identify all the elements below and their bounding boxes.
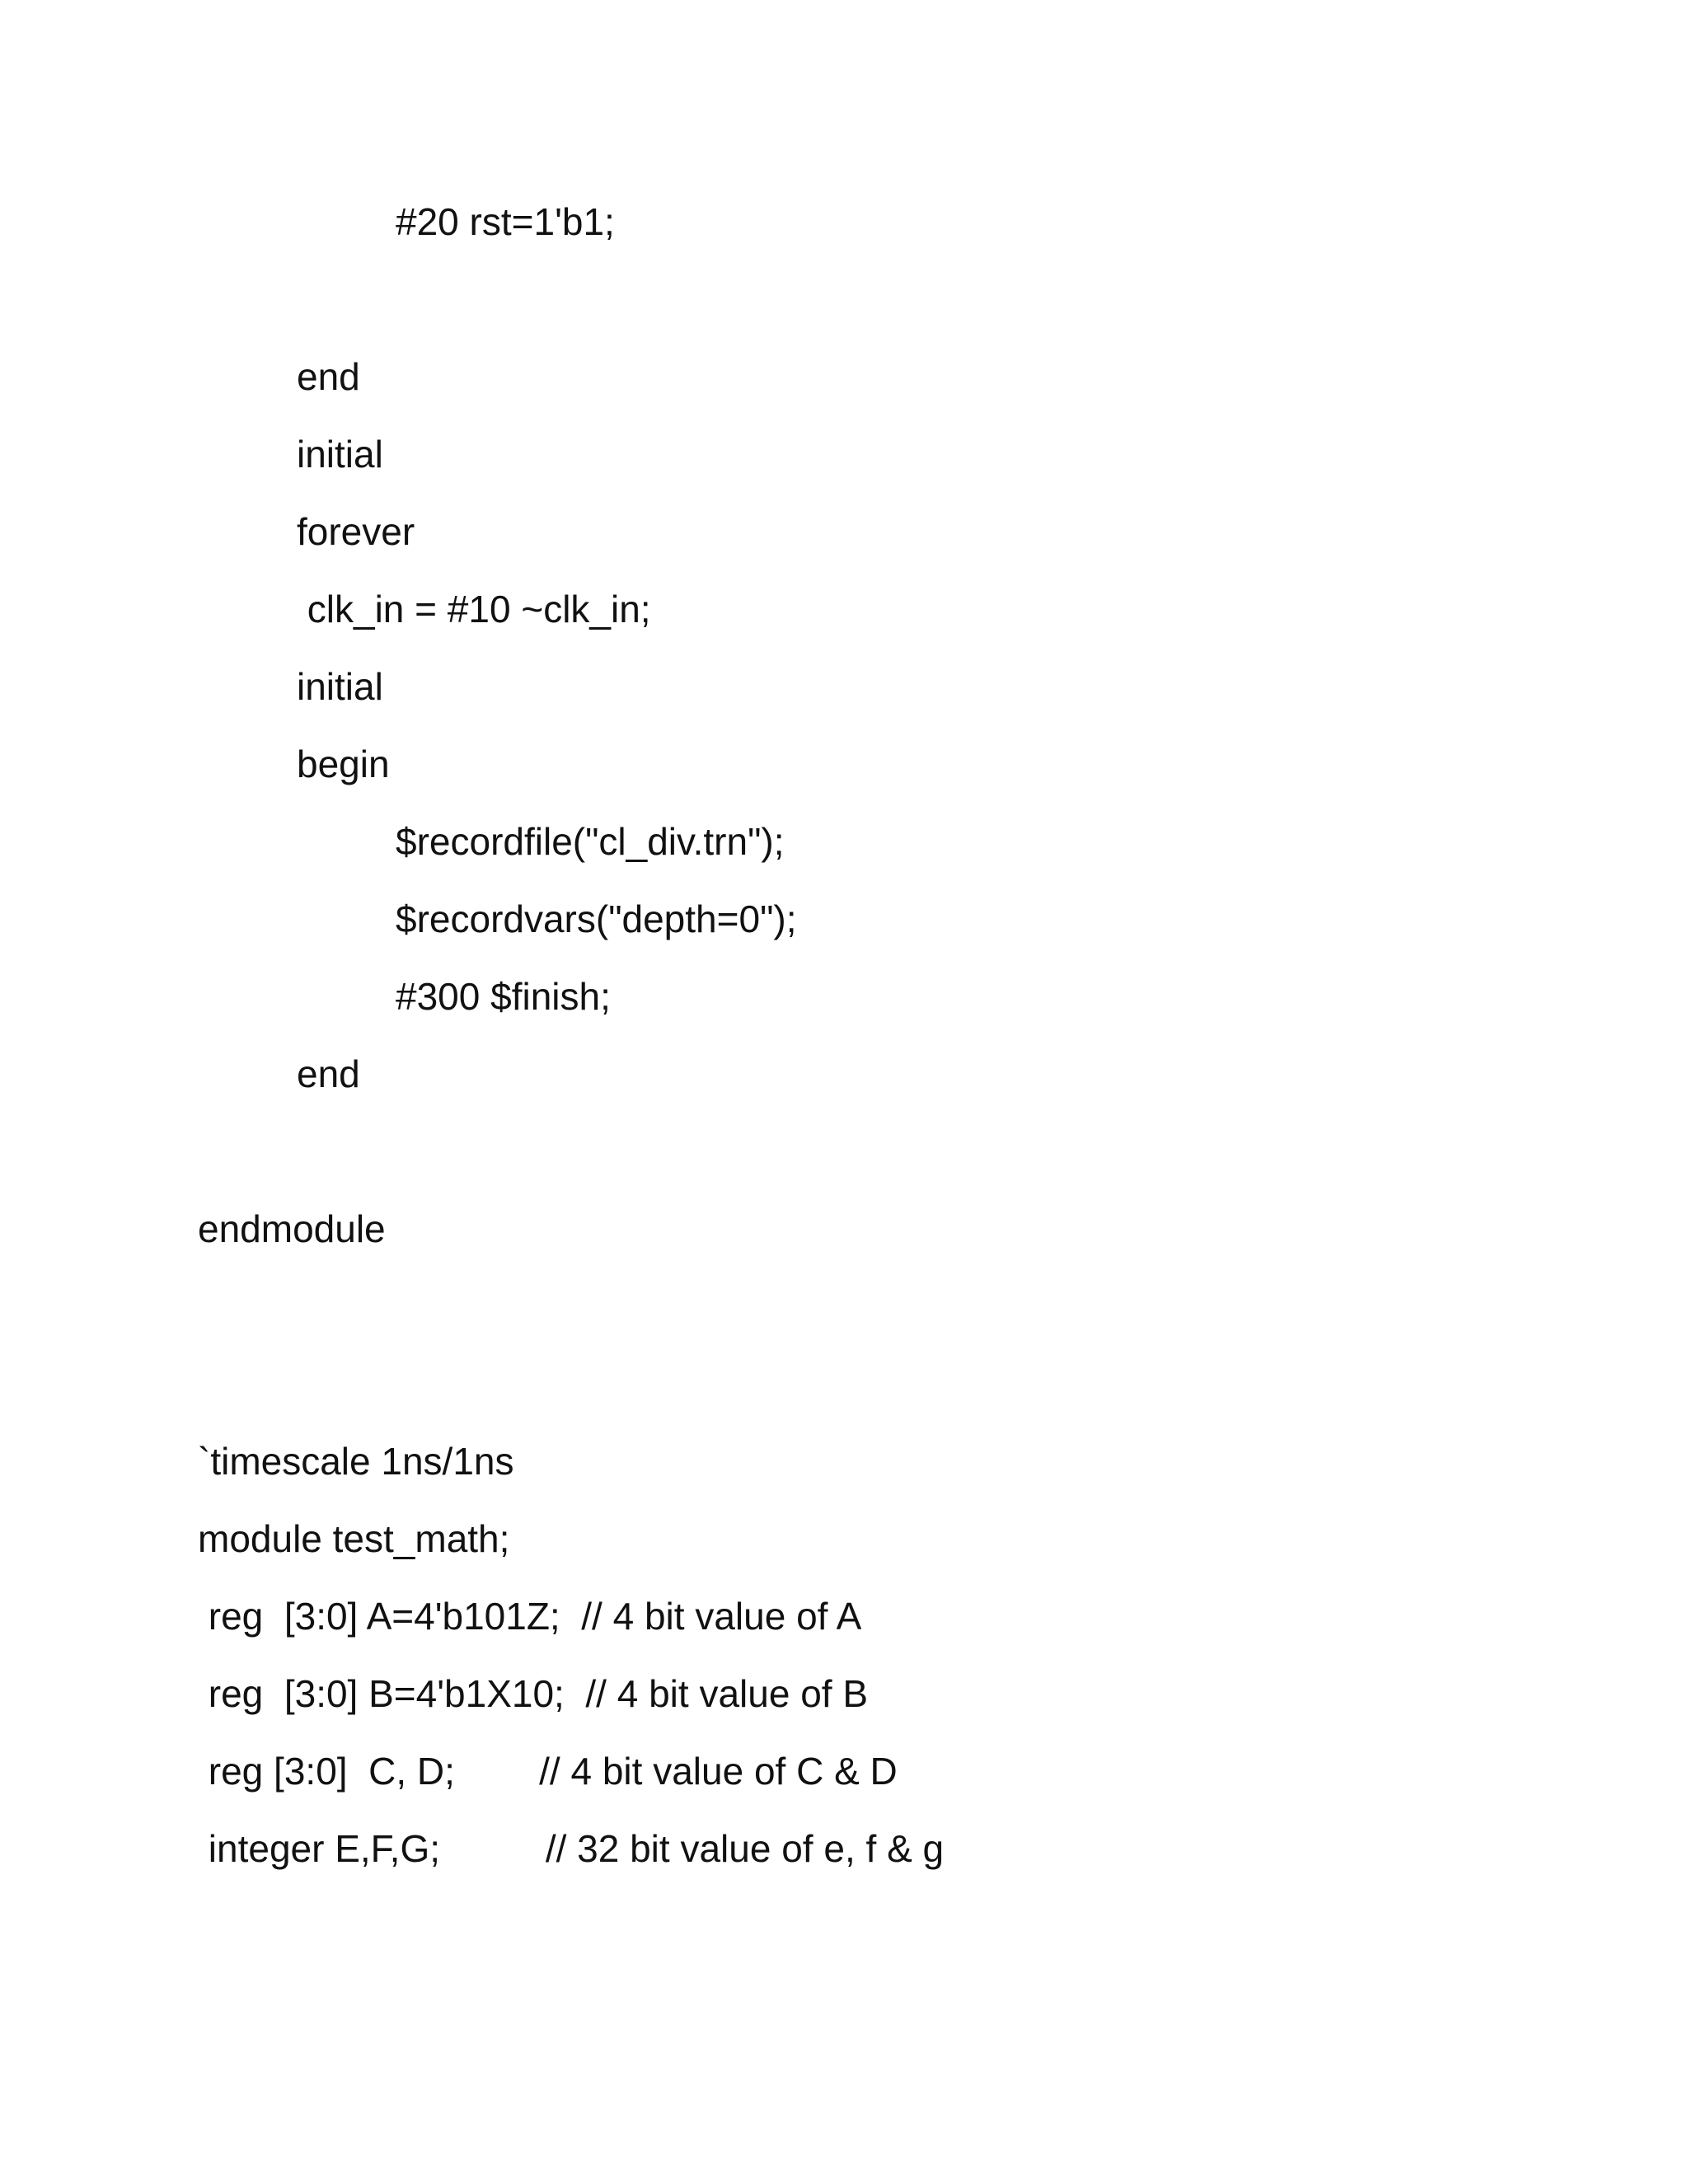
code-line-reg-a: reg [3:0] A=4'b101Z; // 4 bit value of A	[198, 1595, 862, 1638]
code-line-recordfile: $recordfile("cl_div.trn");	[396, 820, 785, 863]
code-line-finish: #300 $finish;	[396, 975, 611, 1018]
code-line-forever: forever	[297, 510, 415, 553]
code-line-rst: #20 rst=1'b1;	[396, 200, 615, 243]
code-line-end-1: end	[297, 355, 360, 398]
code-line-clk-in: clk_in = #10 ~clk_in;	[297, 588, 651, 630]
code-line-endmodule: endmodule	[198, 1207, 386, 1250]
code-line-module: module test_math;	[198, 1517, 510, 1560]
code-line-initial-2: initial	[297, 665, 383, 708]
code-line-begin: begin	[297, 743, 390, 785]
code-line-end-2: end	[297, 1052, 360, 1095]
code-line-reg-cd: reg [3:0] C, D; // 4 bit value of C & D	[198, 1750, 898, 1793]
code-line-initial-1: initial	[297, 433, 383, 476]
code-line-reg-b: reg [3:0] B=4'b1X10; // 4 bit value of B	[198, 1672, 869, 1715]
code-line-timescale: `timescale 1ns/1ns	[198, 1440, 514, 1483]
code-line-integer: integer E,F,G; // 32 bit value of e, f & g	[198, 1827, 945, 1870]
code-line-recordvars: $recordvars("depth=0");	[396, 898, 797, 940]
